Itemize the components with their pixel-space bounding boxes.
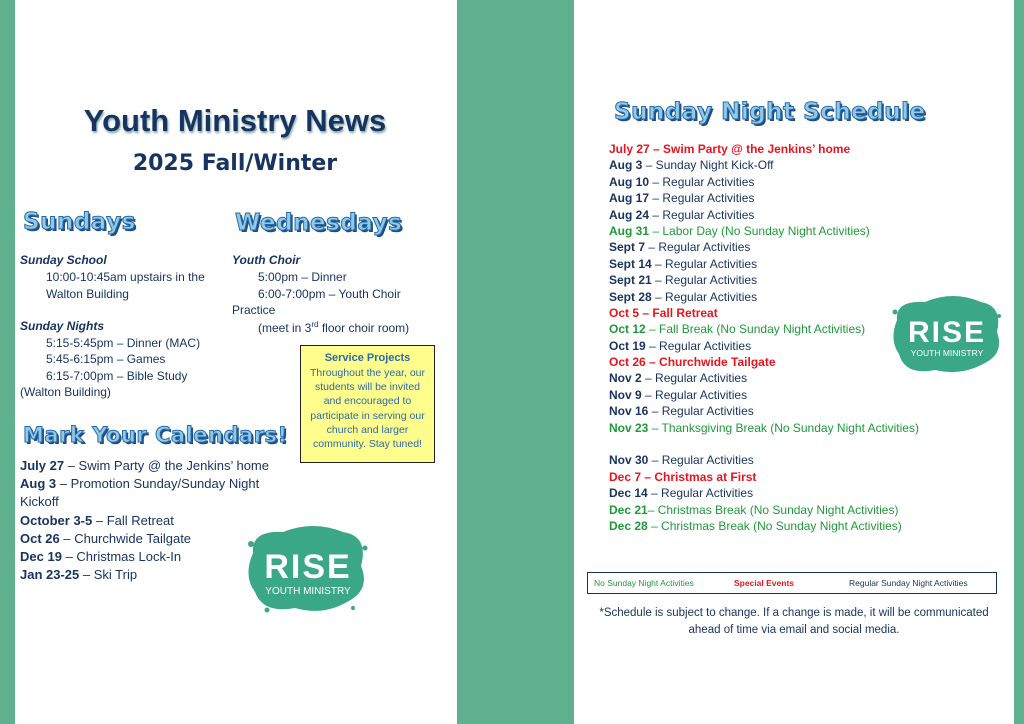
- right-page: [574, 0, 1014, 724]
- sunday-nights-line: 6:15-7:00pm – Bible Study: [46, 369, 188, 383]
- schedule-date: Dec 14: [609, 486, 648, 501]
- rise-logo: [243, 518, 373, 618]
- schedule-row: [609, 223, 989, 239]
- schedule-text: – Regular Activities: [651, 273, 758, 288]
- schedule-row: [609, 272, 989, 288]
- sunday-nights-label: Sunday Nights: [20, 319, 105, 333]
- schedule-date: Nov 9: [609, 387, 642, 402]
- youth-choir-label: Youth Choir: [232, 253, 301, 267]
- schedule-date: Dec 28: [609, 519, 648, 533]
- legend-special-events: Special Events: [734, 578, 795, 588]
- schedule-date: July 27: [609, 142, 650, 156]
- sundays-heading: Sundays: [23, 209, 136, 235]
- schedule-row: [609, 157, 989, 173]
- schedule-text: – Regular Activities: [651, 289, 758, 304]
- schedule-row: [609, 387, 989, 403]
- schedule-row: [609, 239, 989, 255]
- calendar-heading: Mark Your Calendars!: [23, 423, 288, 447]
- calendar-item: Dec 19 – Christmas Lock-In: [20, 549, 182, 564]
- schedule-row: [609, 141, 989, 157]
- schedule-text: – Regular Activities: [648, 453, 754, 468]
- schedule-date: Sept 21: [609, 273, 652, 288]
- schedule-text: – Regular Activities: [645, 338, 752, 353]
- schedule-date: Oct 5: [609, 305, 640, 320]
- schedule-date: Nov 30: [609, 453, 649, 468]
- schedule-text: – Churchwide Tailgate: [645, 355, 776, 370]
- schedule-row: [609, 469, 989, 485]
- schedule-text: – Regular Activities: [649, 207, 755, 222]
- schedule-date: Nov 23: [609, 420, 649, 435]
- schedule-row: [609, 403, 989, 419]
- wednesday-line: 6:00-7:00pm – Youth Choir: [258, 287, 401, 301]
- schedule-date: Sept 14: [609, 256, 652, 271]
- schedule-text: – Christmas Break (No Sunday Night Activities): [647, 519, 902, 533]
- schedule-date: Dec 7: [609, 469, 642, 484]
- schedule-row: [609, 518, 989, 534]
- schedule-text: – Sunday Night Kick-Off: [642, 158, 774, 173]
- schedule-date: Aug 31: [609, 223, 650, 238]
- rise-logo-tagline: YOUTH MINISTRY: [910, 348, 984, 358]
- sunday-nights-line: (Walton Building): [20, 385, 111, 399]
- schedule-row: [609, 420, 989, 453]
- schedule-text: – Labor Day (No Sunday Night Activities): [649, 223, 870, 238]
- schedule-date: Oct 12: [609, 322, 646, 337]
- schedule-note: *Schedule is subject to change. If a change is made, it will be communicated ahead of time via email and social media.: [599, 607, 989, 636]
- schedule-text: – Regular Activities: [648, 404, 754, 419]
- schedule-text: – Christmas at First: [641, 469, 757, 484]
- schedule-date: Aug 17: [609, 191, 650, 206]
- legend-no-activities: No Sunday Night Activities: [594, 578, 694, 588]
- schedule-text: – Fall Retreat: [639, 305, 718, 320]
- schedule-row: [609, 174, 989, 190]
- wednesday-line: Practice: [232, 303, 276, 317]
- rise-logo-tagline: YOUTH MINISTRY: [265, 586, 351, 597]
- calendar-item: Kickoff: [20, 494, 59, 509]
- wednesday-line: 5:00pm – Dinner: [258, 270, 347, 284]
- schedule-row: [609, 452, 989, 468]
- choir-room-note: (meet in 3rd floor choir room): [258, 320, 410, 335]
- schedule-date: Aug 24: [609, 207, 650, 222]
- schedule-date: Nov 16: [609, 404, 649, 419]
- schedule-date: Aug 3: [609, 158, 643, 173]
- sunday-school-label: Sunday School: [20, 253, 107, 267]
- schedule-date: Oct 26: [609, 355, 646, 370]
- service-projects-box: [300, 345, 435, 463]
- schedule-text: – Thanksgiving Break (No Sunday Night Activities): [648, 420, 919, 435]
- schedule-text: – Christmas Break (No Sunday Night Activities): [647, 502, 899, 517]
- schedule-row: [609, 190, 989, 206]
- sunday-nights-line: 5:45-6:15pm – Games: [46, 352, 166, 366]
- schedule-row: [609, 256, 989, 272]
- schedule-text: – Regular Activities: [645, 240, 751, 255]
- newsletter-subtitle: 2025 Fall/Winter: [132, 151, 338, 176]
- schedule-legend: [587, 572, 997, 594]
- calendar-item: Aug 3 – Promotion Sunday/Sunday Night: [20, 476, 260, 491]
- schedule-text: – Regular Activities: [651, 256, 758, 271]
- schedule-text: – Regular Activities: [647, 486, 754, 501]
- schedule-text: – Regular Activities: [649, 191, 755, 206]
- schedule-date: Nov 2: [609, 371, 642, 386]
- sunday-nights-line: 5:15-5:45pm – Dinner (MAC): [46, 336, 201, 350]
- schedule-row: [609, 502, 989, 518]
- schedule-text: – Regular Activities: [641, 371, 748, 386]
- rise-logo-word: RISE: [907, 316, 987, 349]
- sunday-school-line: 10:00-10:45am upstairs in the: [46, 270, 205, 284]
- legend-regular: Regular Sunday Night Activities: [849, 578, 968, 588]
- schedule-date: Oct 19: [609, 338, 646, 353]
- rise-logo: [889, 290, 1004, 380]
- schedule-text: – Swim Party @ the Jenkins’ home: [649, 142, 851, 156]
- schedule-row: [609, 207, 989, 223]
- schedule-date: Sept 7: [609, 240, 646, 255]
- rise-logo-word: RISE: [264, 548, 352, 586]
- schedule-row: [609, 485, 989, 501]
- calendar-item: July 27 – Swim Party @ the Jenkins’ home: [20, 458, 269, 473]
- newsletter-title: Youth Ministry News: [83, 103, 387, 138]
- schedule-date: Sept 28: [609, 289, 652, 304]
- calendar-item: Oct 26 – Churchwide Tailgate: [20, 531, 192, 546]
- schedule-text: – Fall Break (No Sunday Night Activities): [645, 322, 866, 337]
- schedule-text: – Regular Activities: [641, 387, 748, 402]
- schedule-heading: Sunday Night Schedule: [614, 99, 926, 125]
- service-projects-text: Throughout the year, our students will be invited and encouraged to participate in serving our church and larger community. Stay tuned!: [310, 367, 425, 450]
- sunday-school-line: Walton Building: [46, 287, 129, 301]
- schedule-date: Dec 21: [609, 502, 648, 517]
- calendar-item: October 3-5 – Fall Retreat: [20, 513, 174, 528]
- schedule-date: Aug 10: [609, 174, 650, 189]
- wednesdays-heading: Wednesdays: [235, 210, 403, 236]
- left-page: [15, 0, 457, 724]
- service-projects-title: Service Projects: [324, 352, 411, 364]
- calendar-item: Jan 23-25 – Ski Trip: [20, 567, 138, 582]
- schedule-text: – Regular Activities: [649, 174, 755, 189]
